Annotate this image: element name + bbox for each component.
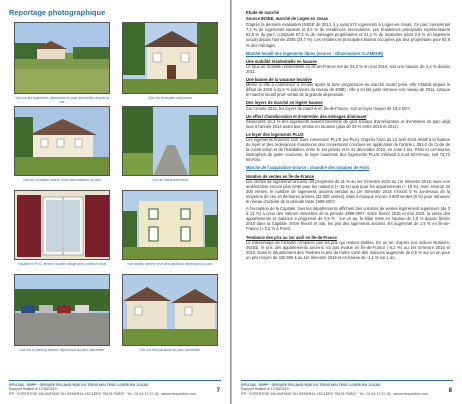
page-number: 7	[216, 388, 220, 394]
footer-ref: RP11386 · IRIPP · GROUPE ROLAND	[9, 383, 72, 388]
photo-caption: Vue sur le parking annexé dépendant du parc immobilier	[19, 348, 105, 352]
footer-date: Rapport finalisé le 17/06/2019	[241, 387, 289, 392]
effort-title: Un effort d'amélioration et d'entretien des ménages diminuant	[246, 113, 367, 119]
page-footer	[9, 380, 221, 396]
footer-address: RUE DU TROIS MAI 7E0E LOGEE EN JOSAS	[304, 383, 381, 388]
footer-contact: RP · EXPERTISE 156 AVENUE DU GENERAL LECLERC 75014 PARIS · Tel : 01 42 21 57 39 · www.rhexpertise.com	[241, 391, 428, 396]
photo-parking	[14, 274, 110, 346]
photo-street-view	[14, 22, 110, 94]
photo-northwest-facade	[122, 22, 218, 94]
vacancy-title: Une baisse de la vacance locative	[246, 77, 312, 83]
photo-caption: Façade en PVC, fenêtre double vitrage avec volets en bois	[17, 262, 107, 266]
rents-title: Des loyers de marché en légère hausse	[246, 100, 323, 106]
photo-caption: Vue sur les logements dépendant du parc immobilier depuis la rue	[15, 96, 109, 104]
photo-caption: Vue sur la façade arrière d'une des maisons du parc	[22, 178, 102, 182]
trend-title: Tendance des prix au 1er avril en Île-de-France	[246, 234, 337, 240]
sales-paragraph: Les ventes de logements anciens ont progressé de 11 % au 1er trimestre 2015 au 1er trimestre 2016, avec une amélioration encore plus nette pour les maisons (+ 13 %) que pour les appartements (+ 10 %). Avec environ 33 300 ventes, le nombre de logements anciens vendus au 1er trimestre 2016 s'inscrit 5 % au-dessus de la moyenne de ces 10 dernières années (32 000 ventes). Mais il manque encore 3 800 ventes (6 %) pour retrouver le niveau d'activité de la période faste 1999-2007.	[246, 178, 450, 204]
page-8	[232, 0, 462, 404]
footer-ref: RP11386 · IRIPP · GROUPE ROLAND	[241, 383, 304, 388]
mobility-title: Une mobilité résidentielle en hausse	[246, 58, 317, 64]
mobility-paragraph: Le taux de mobilité résidentielle en Île-de-France est de 24,3 % en mai 2016, soit une hausse de 1,4 % depuis 2011.	[246, 63, 450, 74]
rents-paragraph: Sur l'année 2016, les loyers de marché en Île-de-France, soit un loyer moyen de 19,2 €/m².	[246, 105, 412, 111]
source-title: Source INSEE, marché de Loges en Josas	[246, 16, 328, 22]
photo-rear-pavilion	[122, 190, 218, 260]
photo-caption: Vue sur la façade nord-ouest	[148, 96, 192, 100]
photo-caption: Vue de l'environnement	[152, 178, 188, 182]
footer-address: RUE DU TROIS MAI 7E0E LOGEE EN JOSAS	[72, 383, 149, 388]
vacancy-paragraph: Même si elle a commencé à reculer après la forte progression du marché locatif privé, elle s'établit depuis le début de 2015 à 11,5 % (vacances du niveau de 2008) : elle a en fait juste retrouvé son niveau de 2011, lorsque le marché locatif privé sortait de la grande dépression.	[246, 82, 450, 98]
photo-pvc-window	[14, 190, 110, 260]
page-footer	[241, 380, 453, 396]
capital-paragraph: A l'exception de la Capitale, tous les départements affichent des volumes de ventes légèrement supérieurs (de 3 à 13 %) à ceux des mêmes trimestres de la période 1999-2007. Entre février 2016 et mai 2016, la vente des appartements et maisons a progressé de 0,5 % ; sur un an, le bilan reste en hausse de 1,8 % depuis février 2016 dans la Capitale. Entre février et mai, les prix des logements anciens ont augmenté de 1,5 % en Île-de-France (+ 0,5 % à Paris).	[246, 206, 450, 232]
page-title: Reportage photographique	[9, 8, 106, 17]
subsection-rental-market: Marché locatif des logements libres (source : Observatoire CLAMEUR)	[246, 50, 384, 56]
effort-paragraph: Seulement 16,3 % des logements avaient bénéficié de gros travaux d'amélioration et d'entretien du parc déjà loué à l'année 2014 avant leur remise en location (plus de 33 % entre 2010 et 2011).	[246, 118, 450, 129]
pls-title: Le loyer des logements PLUS	[246, 131, 304, 137]
source-paragraph: D'après la dernière évaluation INSEE de 2013, il y avait 572 logements à Loges-en-Josas. Ce parc comprenait 7,2 % de logements vacants et 0,5 % de résidences secondaires. Les résidences principales représentaient 52,5 % du parc, comptant 57,4 % de ménages propriétaires et 41,1 % de locataires (dont 2,9 % en logement social) depuis l'année 2005 (24,7 %). Les résidences principales étaient occupées par leur propriétaire pour 82,9 % des ménages.	[246, 22, 450, 48]
sales-title: Nombre de ventes en Île-de-France	[246, 173, 315, 179]
subsection-acquisition-market: Marché de l'acquisition-Source : chambre des notaires de Paris	[246, 165, 370, 171]
section-title: Etude de marché	[246, 10, 279, 15]
photo-pavilions	[122, 274, 218, 346]
pls-paragraph: Les logements financés sont sous convention PLUS (ex-PLA). D'après l'avis du 12 avril 2016 relatif à la fixation du loyer et des redevances maximums des conventions conclues en application de l'article L.351-2 du Code de la construction et de l'habitation, entre le 1er janvier et le 31 décembre 2016, en zone 1 bis, Paris et communes limitrophes de petite couronne, le loyer maximum des logements PLUS s'élevait à 6,34 €/m²/mois, soit 73,72 €/m²/an.	[246, 136, 450, 163]
photo-caption: Vue sur des pavillons du parc immobilier	[139, 348, 201, 352]
photo-caption: Vue depuis l'arrière d'un des pavillons dépendant du parc	[127, 262, 213, 266]
page-number: 8	[448, 388, 452, 394]
footer-date: Rapport finalisé le 17/06/2019	[9, 387, 57, 392]
trend-paragraph: Le millésimage de l'activité n'impacte pas les prix qui restent stables. En un an, d'après nos indices Notaires-INSEE, le prix des appartements anciens n'a pas évolué en Île-de-France (-0,2 %) au 1er trimestre 2015 et 2016. Dans le département des Yvelines le prix du mètre carré des maisons augmente de 0,5 % sur un an pour un prix moyen de 330 900 € au 1er trimestre 2016 et en baisse de -1,1 % sur 1 an.	[246, 239, 450, 260]
photo-rear-facade	[14, 106, 110, 176]
photo-environment	[122, 106, 218, 176]
footer-contact: RP · EXPERTISE 156 AVENUE DU GENERAL LECLERC 75014 PARIS · Tel : 01 42 21 57 39 · www.rhexpertise.com	[9, 391, 196, 396]
market-study-body	[246, 10, 450, 262]
